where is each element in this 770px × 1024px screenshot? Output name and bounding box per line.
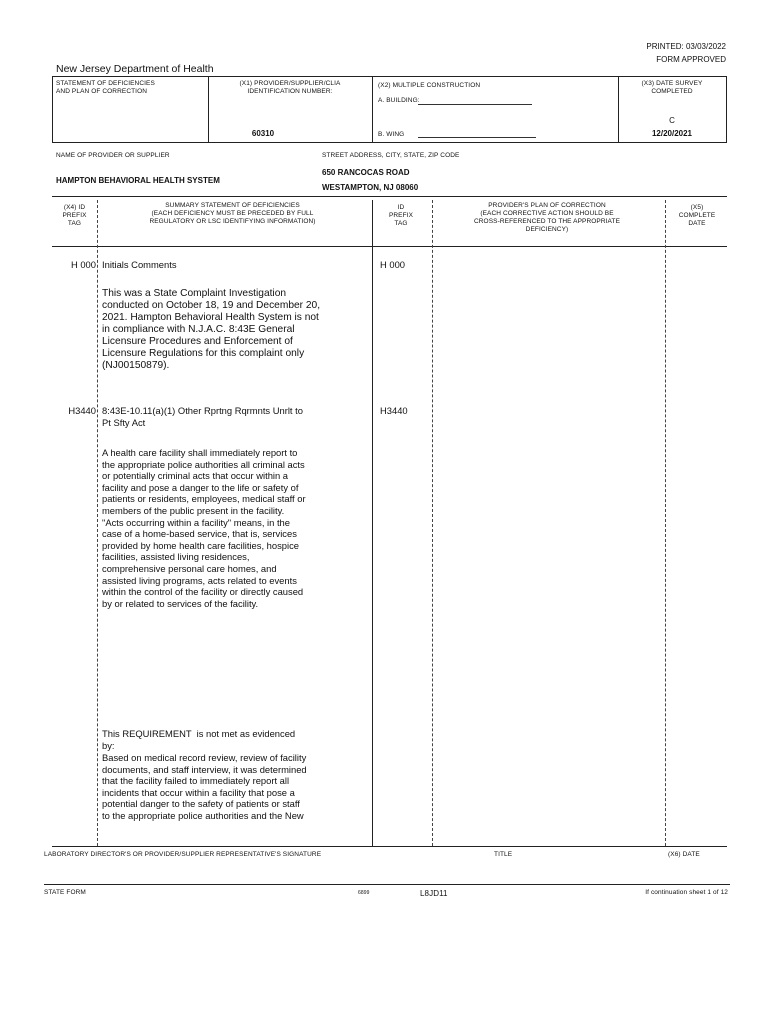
printed-date: PRINTED: 03/03/2022 [646, 42, 726, 51]
survey-code: C [669, 116, 675, 125]
col-x4-header: (X4) ID PREFIX TAG [62, 204, 87, 227]
title-label: TITLE [494, 851, 513, 858]
entry-tag: H 000 [70, 259, 96, 270]
survey-completed-label: (X3) DATE SURVEY COMPLETED [641, 80, 703, 95]
provider-number: 60310 [251, 129, 275, 138]
wing-label: B. WING [378, 131, 405, 138]
entry-tag: H3440 [68, 405, 96, 416]
col-x5-header: (X5) COMPLETE DATE [678, 204, 716, 227]
form-approved: FORM APPROVED [656, 55, 726, 64]
entry-title: Initials Comments [102, 259, 177, 270]
entry-text: This was a State Complaint Investigation conducted on October 18, 19 and December 20, 2021. Hampton Behavioral Health System is not in compliance with N.J.A.C. 8:43E General Licensure Procedures and Enforcement of Licensure Regulations for this complaint only (NJ00150879). [102, 288, 321, 371]
footer-sheet: If continuation sheet 1 of 12 [645, 889, 728, 896]
department-title: New Jersey Department of Health [56, 63, 214, 75]
col-plan-header: PROVIDER'S PLAN OF CORRECTION (EACH CORRECTIVE ACTION SHOULD BE CROSS-REFERENCED TO THE APPROPRIATE DEFICIENCY) [473, 202, 621, 233]
statement-label: STATEMENT OF DEFICIENCIES AND PLAN OF CORRECTION [56, 80, 155, 95]
entry-id-tag: H 000 [380, 259, 406, 270]
provider-name-label: NAME OF PROVIDER OR SUPPLIER [56, 152, 170, 159]
footer-code: 6899 [358, 890, 370, 896]
provider-id-label: (X1) PROVIDER/SUPPLIER/CLIA IDENTIFICATION NUMBER: [239, 80, 341, 95]
entry-id-tag: H3440 [380, 405, 408, 416]
footer-id: L8JD11 [420, 889, 448, 898]
footer-form: STATE FORM [44, 889, 86, 896]
building-label: A. BUILDING: [378, 97, 420, 104]
date-label: (X6) DATE [668, 851, 700, 858]
address-label: STREET ADDRESS, CITY, STATE, ZIP CODE [322, 152, 460, 159]
requirement-line: This REQUIREMENT is not met as evidenced by: [102, 728, 296, 751]
multiple-construction-label: (X2) MULTIPLE CONSTRUCTION [378, 82, 481, 89]
evidence-text: Based on medical record review, review of facility documents, and staff interview, it was determined that the facility failed to immediately report all incidents that occur within a facility that pose a potential danger to the safety of patients or staff to the appropriate police authorities and the New [102, 752, 307, 821]
provider-city: WESTAMPTON, NJ 08060 [322, 183, 419, 192]
entry-title: 8:43E-10.11(a)(1) Other Rprtng Rqrmnts Unrlt to Pt Sfty Act [102, 405, 303, 428]
entry-text: A health care facility shall immediately report to the appropriate police authorities all criminal acts or potentially criminal acts that occur within a facility and pose a danger to the life or safety of patients or residents, employees, medical staff or members of the public present in the facility. "Acts occurring within a facility" means, in the case of a home-based service, that is, services provided by home health care facilities, hospice facilities, assisted living residences, comprehensive personal care homes, and assisted living programs, acts related to events within the control of the facility or directly caused by or related to services of the facility. [102, 447, 306, 609]
provider-street: 650 RANCOCAS ROAD [322, 168, 410, 177]
provider-name: HAMPTON BEHAVIORAL HEALTH SYSTEM [56, 176, 220, 185]
survey-date: 12/20/2021 [651, 129, 693, 138]
col-summary-header: SUMMARY STATEMENT OF DEFICIENCIES (EACH DEFICIENCY MUST BE PRECEDED BY FULL REGULATORY OR LSC IDENTIFYING INFORMATION) [149, 202, 316, 225]
col-id-header: ID PREFIX TAG [388, 204, 414, 227]
signature-label: LABORATORY DIRECTOR'S OR PROVIDER/SUPPLIER REPRESENTATIVE'S SIGNATURE [44, 851, 322, 858]
